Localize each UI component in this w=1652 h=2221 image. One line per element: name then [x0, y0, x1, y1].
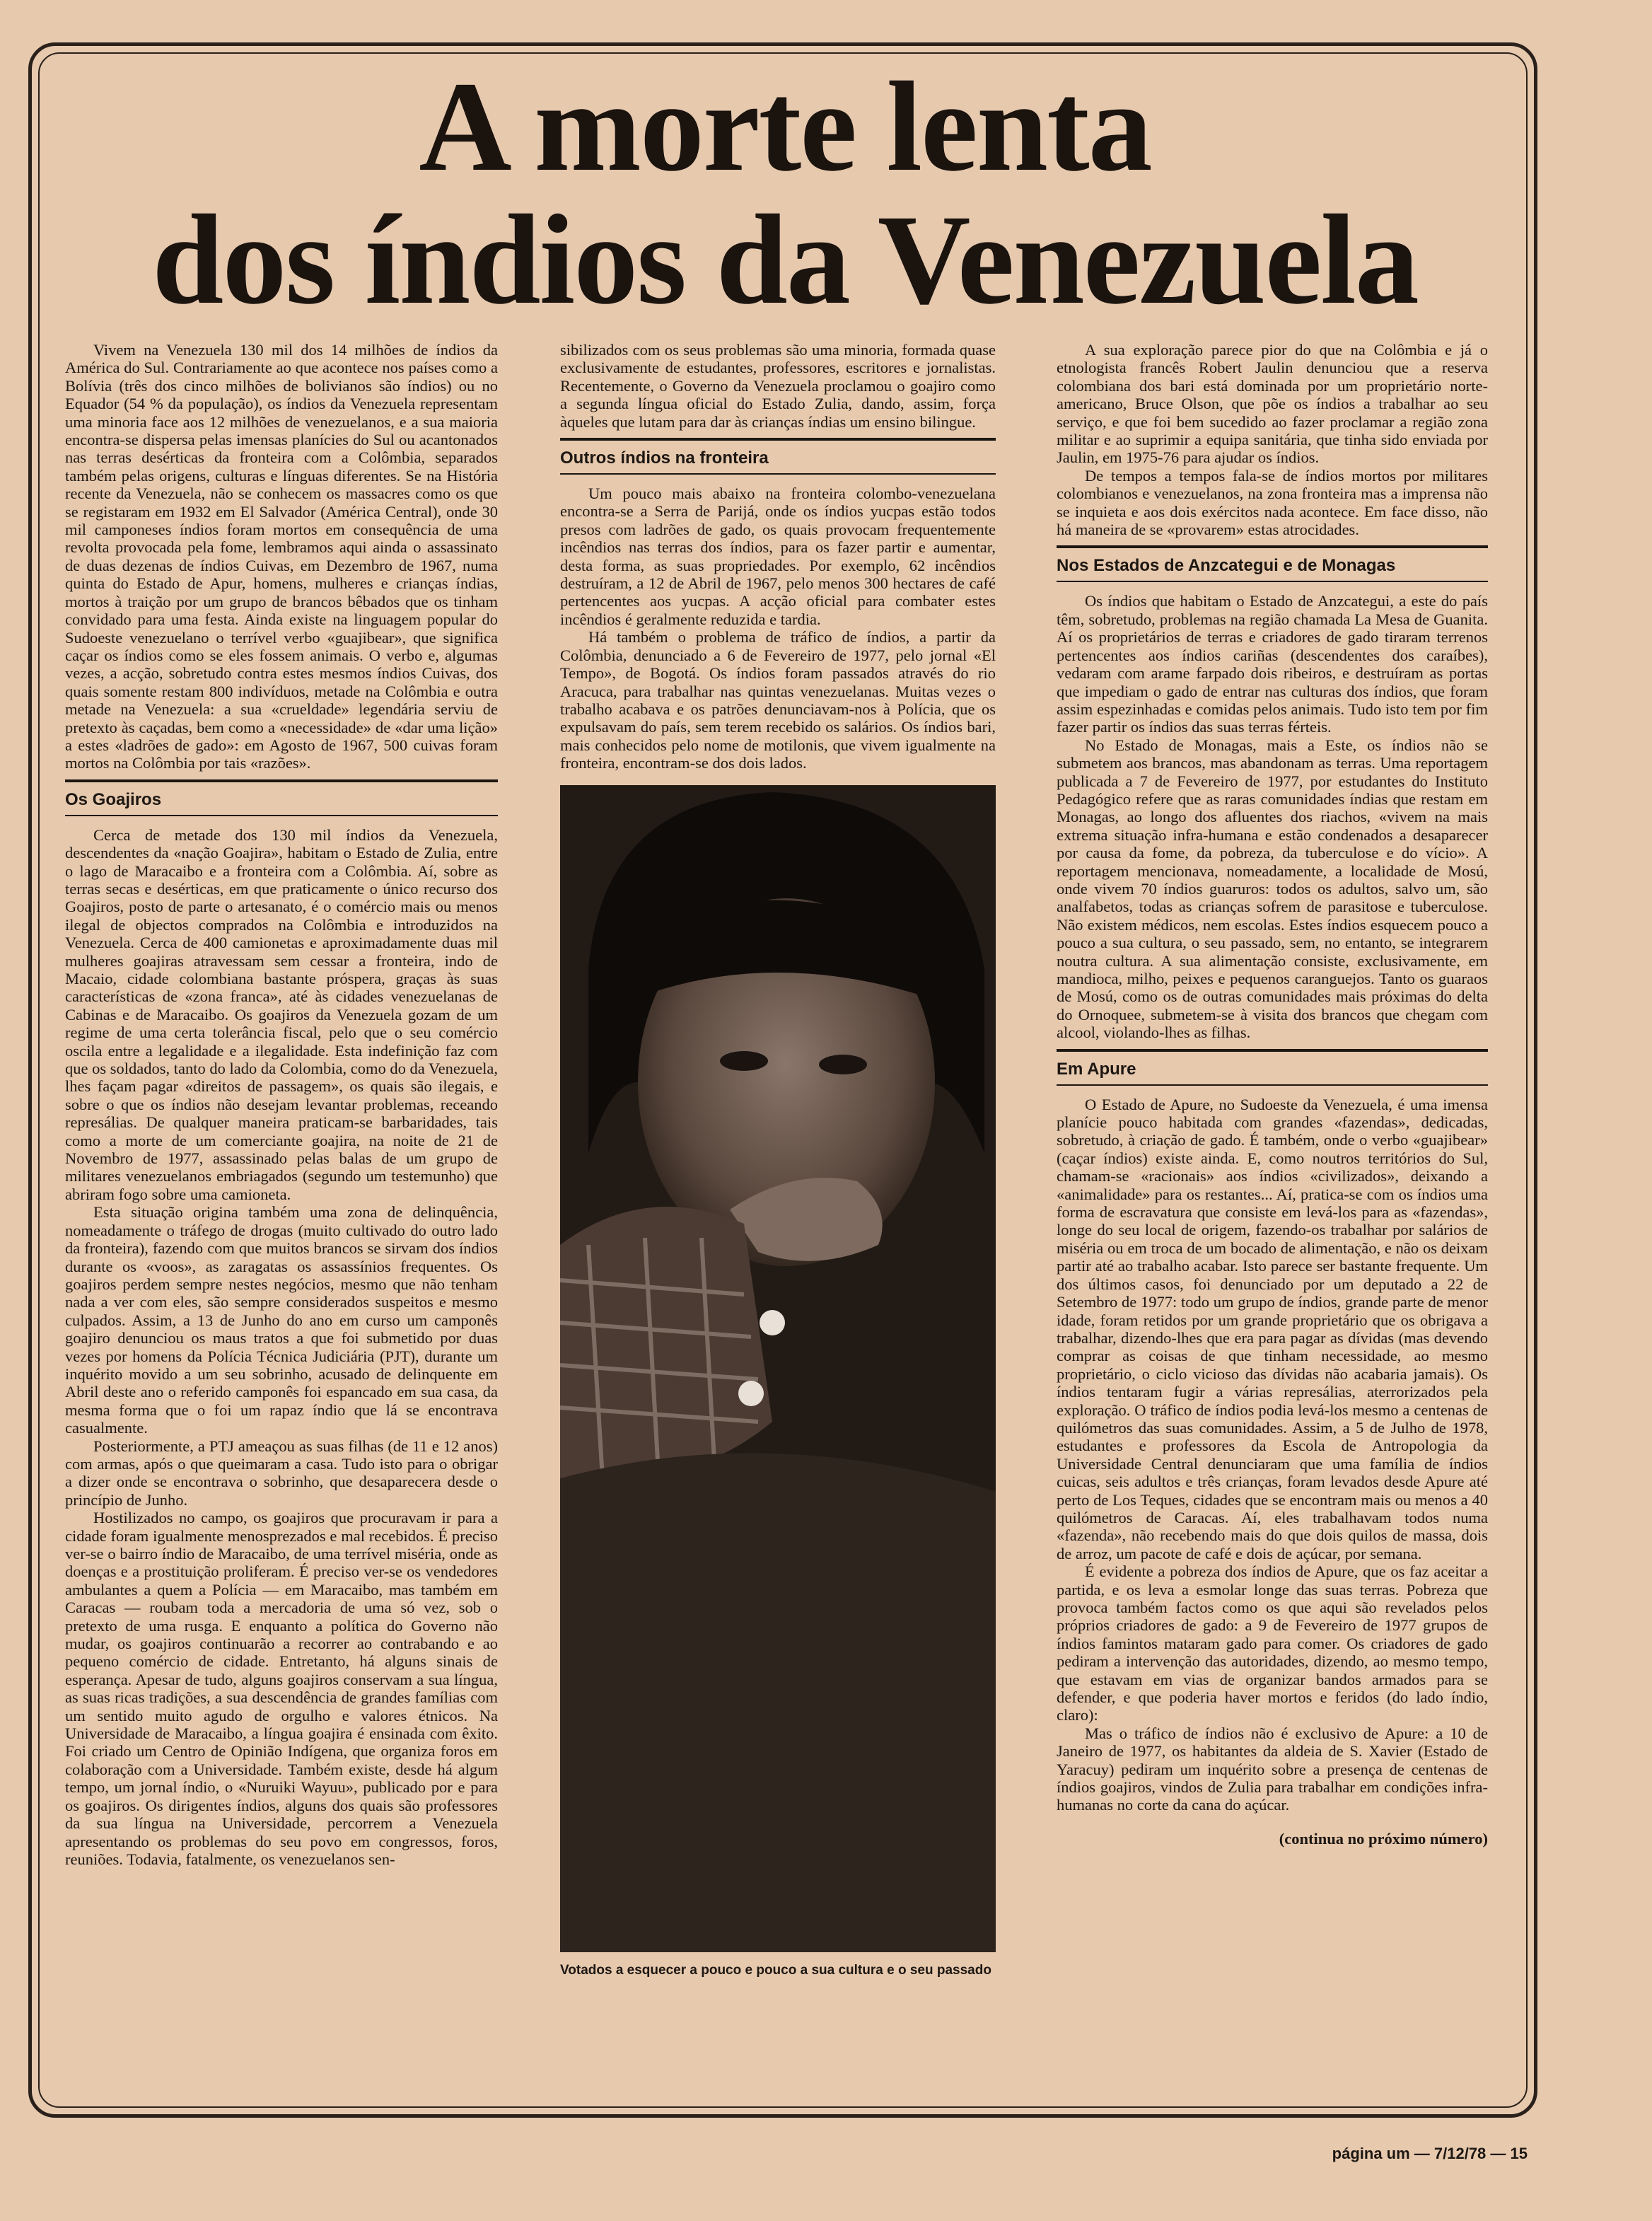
paragraph: Vivem na Venezuela 130 mil dos 14 milhões de índios da América do Sul. Contrariamente ao que acontece nos países como a Bolívia (três dos cinco milhões de bolivianos são índios) ou no Equador (54 % da população), os índios da Venezuela representam uma minoria face aos 12 milhões de venezuelanos, e a sua maioria encontra-se dispersa pelas imensas planícies do Sul ou acantonados nas terras desérticas da fronteira com a Colômbia, separados também pelas origens, culturas e línguas diferentes. Se na História recente da Venezuela, não se conhecem os massacres como os que se registaram em 1932 em El Salvador (América Central), onde 30 mil camponeses índios foram mortos em consequência de uma revolta provocada pela fome, lembramos aqui ainda o assassinato de duas dezenas de índios Cuivas, em Dezembro de 1967, numa quinta do Estado de Apur, homens, mulheres e crianças índias, mortos à traição por um grupo de brancos bêbados que os tinham convidado para uma festa. Ainda existe na linguagem popular do Sudoeste venezuelano o terrível verbo «guajibear», que significa caçar os índios como se eles fossem animais. O verbo e, algumas vezes, a acção, sobretudo contra estes mesmos índios Cuivas, dos quais somente restam 800 indivíduos, metade na Colômbia e outra metade na Venezuela: a sua «crueldade» legendária serviu de pretexto às caçadas, bem como a «necessidade» de «dar uma lição» a estes «ladrões de gado»: em Agosto de 1967, 500 cuivas foram mortos na Colômbia por tais «razões». — [65, 341, 498, 772]
subhead-outros-indios: Outros índios na fronteira — [560, 448, 769, 468]
photo-indian-child — [560, 785, 996, 1952]
column-2 — [560, 341, 996, 2106]
paragraph: No Estado de Monagas, mais a Este, os índios não se submetem aos brancos, mas abandonam as terras. Uma reportagem publicada a 7 de Fevereiro de 1977, por estudantes do Instituto Pedagógico refere que as raras comunidades índias que restam em Monagas, ao longo dos afluentes dos riachos, «vivem na mais extrema situação infra-humana e estão condenados a desaparecer por causa da fome, da pobreza, da tuberculose e do vício». A reportagem mencionava, nomeadamente, a localidade de Mosú, onde vivem 70 índios guaruros: todos os adultos, salvo um, são analfabetos, todas as crianças sofrem de parasitose e tuberculose. Não existem médicos, nem escolas. Estes índios esquecem pouco a pouco a sua cultura, o seu passado, sem, no entanto, se integrarem noutra cultura. A sua alimentação consiste, exclusivamente, em mandioca, milho, peixes e pequenos caranguejos. Tanto os guaraos de Mosú, como os de outras comunidades mais próximas do delta do Ornoquee, submetem-se à visita dos brancos que chegam com alcool, violando-lhes as filhas. — [1057, 736, 1488, 1042]
subhead-goajiros: Os Goajiros — [65, 789, 162, 809]
subhead-underline — [560, 473, 996, 475]
paragraph: Mas o tráfico de índios não é exclusivo de Apure: a 10 de Janeiro de 1977, os habitantes da aldeia de S. Xavier (Estado de Yaracuy) pediram um inquérito sobre a presença de centenas de índios goajiros, vindos de Zulia para trabalhar em condições infra-humanas no corte da cana do açúcar. — [1057, 1724, 1488, 1814]
continued-note: (continua no próximo número) — [1279, 1829, 1488, 1848]
paragraph: Um pouco mais abaixo na fronteira colombo-venezuelana encontra-se a Serra de Parijá, onde os índios yucpas estão todos presos com ladrões de gado, os quais provocam frequentemente incêndios nas terras dos índios, para os fazer partir e aumentar, desta forma, as suas propriedades. Por exemplo, 62 incêndios destruíram, a 12 de Abril de 1967, pelo menos 300 hectares de café pertencentes aos yucpas. A acção oficial para combater estes incêndios é geralmente reduzida e tardia. — [560, 485, 996, 628]
subhead-underline — [65, 815, 498, 816]
headline-line-2: dos índios da Venezuela — [152, 189, 1418, 331]
paragraph: sibilizados com os seus problemas são uma minoria, formada quase exclusivamente de estudantes, professores, escritores e jornalistas. Recentemente, o Governo da Venezuela proclamou o goajiro como a segunda língua oficial do Estado Zulia, dando, assim, força àqueles que lutam para dar às crianças índias um ensino bilingue. — [560, 341, 996, 431]
paragraph: De tempos a tempos fala-se de índios mortos por militares colombianos e venezuelanos, na zona fronteira mas a imprensa não se inquieta e aos dois exércitos nada acontece. Em face disso, não há maneira de se «provarem» estas atrocidades. — [1057, 466, 1488, 539]
paragraph: Posteriormente, a PTJ ameaçou as suas filhas (de 11 e 12 anos) com armas, após o que queimaram a casa. Tudo isto para o obrigar a dizer onde se encontrava o sobrinho, que desaparecera desde o princípio de Junho. — [65, 1437, 498, 1509]
photo-caption: Votados a esquecer a pouco e pouco a sua cultura e o seu passado — [560, 1962, 991, 1978]
headline — [57, 56, 1513, 331]
subhead-underline — [1057, 1084, 1488, 1086]
column-3 — [1057, 341, 1488, 2106]
section-divider — [1057, 545, 1488, 548]
paragraph: Cerca de metade dos 130 mil índios da Venezuela, descendentes da «nação Goajira», habitam o Estado de Zulia, entre o lago de Maracaibo e a fronteira com a Colômbia. Aí, sobre as terras secas e desérticas, em que praticamente o único recurso dos Goajiros, posto de parte o artesanato, é o comércio mais ou menos ilegal de objectos comprados na Colômbia e introduzidos na Venezuela. Cerca de 400 camionetas e aproximadamente duas mil mulheres goajiras atravessam sem cessar a fronteira, indo de Macaio, cidade colombiana bastante próspera, graças às suas características de «zona franca», até às cidades venezuelanas de Cabinas e de Maracaibo. Os goajiros da Venezuela gozam de um regime de uma certa tolerância fiscal, pelo que o seu comércio oscila entre a legalidade e a ilegalidade. Esta indefinição faz com que os soldados, tanto do lado da Colombia, como do da Venezuela, lhes façam pagar «direitos de passagem», os quais são ilegais, e sobre o que os índios não desejam levantar problemas, receando represálias. De qualquer maneira praticam-se barbaridades, tais como a morte de um comerciante goajira, na noite de 21 de Novembro de 1977, assassinado pelas balas de um grupo de militares venezuelanos embriagados (segundo um testemunho) que abriram fogo sobre uma camioneta. — [65, 825, 498, 1203]
paragraph: A sua exploração parece pior do que na Colômbia e já o etnologista francês Robert Jaulin denunciou que a reserva colombiana dos bari está dominada por um proprietário norte-americano, Bruce Olson, que põe os índios a trabalhar ao seu serviço, e que foi bem sucedido ao fazer proclamar a região zona militar e ao suprimir a equipa sanitária, que tinha sido enviada por Jaulin, em 1975-76 para ajudar os índios. — [1057, 341, 1488, 467]
headline-line-1: A morte lenta — [419, 56, 1151, 198]
paragraph: Há também o problema de tráfico de índios, a partir da Colômbia, denunciado a 6 de Fevereiro de 1977, pelo jornal «El Tempo», de Bogotá. Os índios foram passados através do rio Aracuca, para trabalhar nas quintas venezuelanas. Muitas vezes o trabalho acabava e os patrões denunciavam-nos à Polícia, que os expulsavam do país, sem terem recebido os salários. Os índios bari, mais conhecidos pelo nome de motilonis, que vivem igualmente na fronteira, encontram-se dos dois lados. — [560, 628, 996, 772]
paragraph: Esta situação origina também uma zona de delinquência, nomeadamente o tráfego de drogas (muito cultivado do outro lado da fronteira), fazendo com que muitos brancos se sirvam dos índios durante os «voos», as zaragatas os assassínios frequentes. Os goajiros perdem sempre nestes negócios, mesmo que não tenham nada a ver com eles, são sempre considerados suspeitos e mesmo culpados. Assim, a 13 de Junho do ano em curso um camponês goajiro denunciou os maus tratos a que foi submetido por duas vezes por homens da Polícia Técnica Judiciária (PJT), durante um inquérito movido a um seu sobrinho, acusado de delinquente em Abril deste ano o referido camponês foi espancado em sua casa, da mesma forma que o foi um rapaz índio que lá se encontrava casualmente. — [65, 1203, 498, 1437]
section-divider — [1057, 1049, 1488, 1052]
subhead-anzcategui-monagas: Nos Estados de Anzcategui e de Monagas — [1057, 556, 1396, 576]
photo-illustration — [560, 785, 996, 1952]
section-divider — [65, 779, 498, 782]
page-footer: página um — 7/12/78 — 15 — [1332, 2145, 1528, 2162]
paragraph: O Estado de Apure, no Sudoeste da Venezuela, é uma imensa planície pouco habitada com grandes «fazendas», dedicadas, sobretudo, à criação de gado. É também, onde o verbo «guajibear» (caçar índios) existe ainda. E, como noutros territórios do Sul, chamam-se «racionais» aos índios «civilizados», deixando a «animalidade» para os restantes... Aí, pratica-se com os índios uma forma de escravatura que consiste em levá-los para as «fazendas», longe do seu local de origem, fazendo-os trabalhar por salários de miséria ou em troca de um bocado de alimentação, e não os deixam partir até ao trabalho acabar. Isto parece ser bastante frequente. Um dos últimos casos, foi denunciado por um deputado a 22 de Setembro de 1977: todo um grupo de índios, grande parte de menor idade, foram retidos por um grande proprietário que os obrigava a trabalhar, dizendo-lhes que era para pagar as dívidas (mas devendo comprar as coisas de que tinham necessidade, ao mesmo proprietário, o ciclo vicioso das dívidas não acabaria jamais). Os índios tentaram fugir a várias represálias, aterrorizados pela exploração. O tráfico de índios podia levá-los mesmo a centenas de quilómetros das suas comunidades. Assim, a 5 de Julho de 1978, estudantes e professores da Escola de Antropologia da Universidade Central denunciaram que uma família de índios cuicas, seis adultos e três crianças, foram levados desde Apure até perto de Los Teques, cidades que se encontram mais ou menos a 40 quilómetros de Caracas. Aí, eles trabalhavam todos numa «fazenda», não recebendo mais do que dois quilos de massa, dois de arroz, um pacote de café e dois de açúcar, por semana. — [1057, 1095, 1488, 1562]
subhead-apure: Em Apure — [1057, 1059, 1136, 1079]
paragraph: É evidente a pobreza dos índios de Apure, que os faz aceitar a partida, e os leva a esmolar longe das suas terras. Pobreza que provoca também factos como os que aqui são revelados pelos próprios criadores de gado: a 9 de Fevereiro de 1977 grupos de índios famintos mataram gado para comer. Os criadores de gado pediram a intervenção das autoridades, dizendo, ao mesmo tempo, que estavam em vias de organizar bandos armados para se defender, e que poderia haver mortos e feridos (do lado índio, claro): — [1057, 1562, 1488, 1724]
section-divider — [560, 438, 996, 441]
subhead-underline — [1057, 581, 1488, 582]
paragraph: Os índios que habitam o Estado de Anzcategui, a este do país têm, sobretudo, problemas na região chamada La Mesa de Guanita. Aí os proprietários de terras e criadores de gado tiraram terrenos pertencentes aos índios cariñas (descendentes dos caraíbes), vedaram com arame farpado dois ribeiros, e destruíram as portas que impediam o gado de entrar nas culturas dos índios, que foram assim espezinhadas e comidas pelos animais. Tudo isto tem por fim fazer partir os índios das suas terras férteis. — [1057, 592, 1488, 736]
column-1 — [65, 341, 498, 2106]
paragraph: Hostilizados no campo, os goajiros que procuravam ir para a cidade foram igualmente menosprezados e mal recebidos. É preciso ver-se o bairro índio de Maracaibo, de uma terrível miséria, onde as doenças e a prostituição proliferam. É preciso ver-se os vendedores ambulantes a quem a Polícia — em Maracaibo, mas também em Caracas — roubam toda a mercadoria de uma só vez, sob o pretexto de uma rusga. E enquanto a política do Governo não mudar, os goajiros continuarão a recorrer ao contrabando e ao pequeno comércio de cidade. Entretanto, há alguns sinais de esperança. Apesar de tudo, alguns goajiros conservam a sua língua, as suas ricas tradições, a sua descendência de grandes famílias com um sentido muito agudo de orgulho e valores étnicos. Na Universidade de Maracaibo, a língua goajira é ensinada com êxito. Foi criado um Centro de Opinião Indígena, que organiza foros em colaboração com a Universidade. Também existe, desde há algum tempo, um jornal índio, o «Nuruiki Wayuu», publicado por e para os goajiros. Os dirigentes índios, alguns dos quais são professores da sua língua na Universidade, percorrem a Venezuela apresentando os problemas do seu povo em congressos, foros, reuniões. Todavia, fatalmente, os venezuelanos sen- — [65, 1509, 498, 1868]
